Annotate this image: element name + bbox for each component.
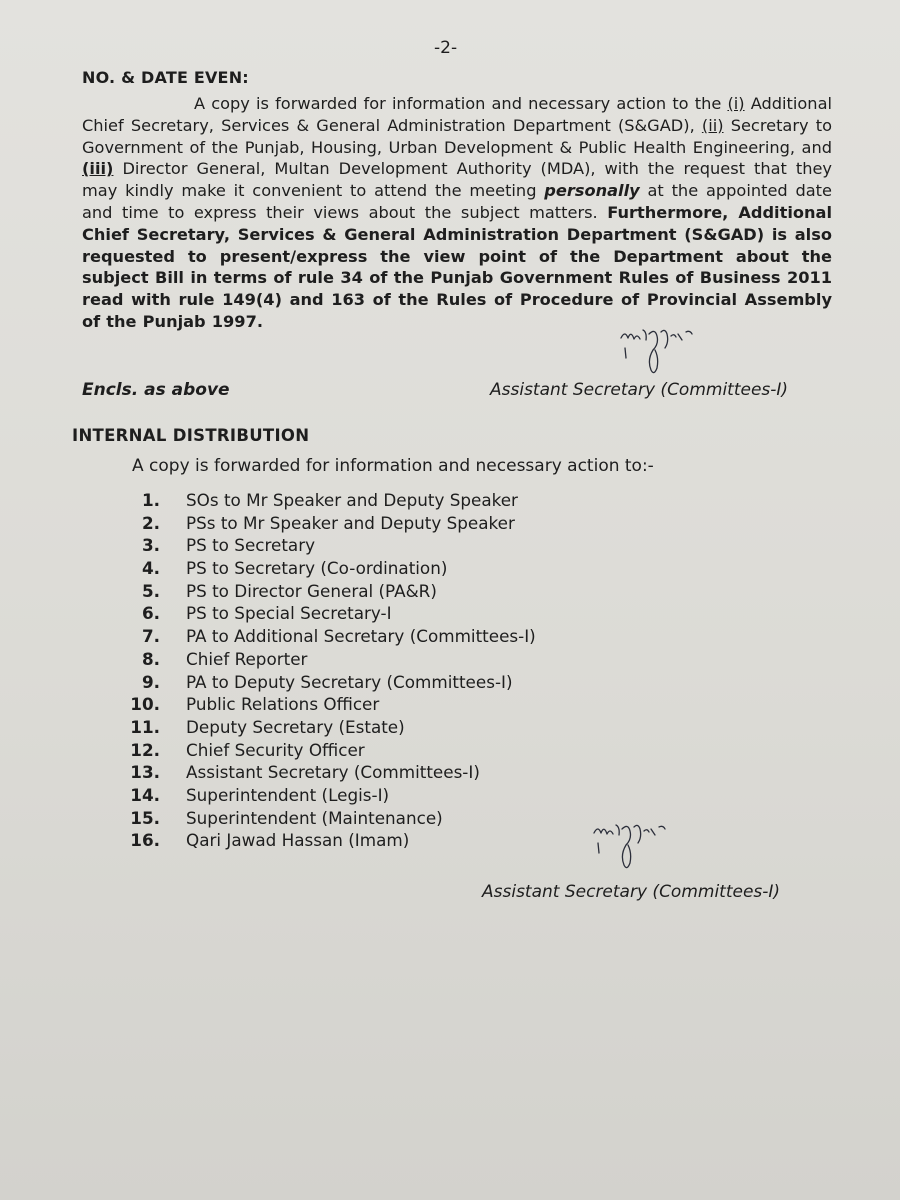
page-number: -2- xyxy=(434,38,458,58)
list-item xyxy=(120,785,536,808)
list-item-number: 13. xyxy=(130,762,160,783)
list-item-label: PSs to Mr Speaker and Deputy Speaker xyxy=(186,512,515,533)
list-item-label: Assistant Secretary (Committees-I) xyxy=(186,762,480,783)
list-item-label: Deputy Secretary (Estate) xyxy=(186,716,405,737)
list-item-number: 12. xyxy=(130,739,160,760)
signature-2 xyxy=(588,815,678,875)
list-item-number: 16. xyxy=(130,830,160,851)
forwarding-paragraph xyxy=(82,93,832,333)
list-item xyxy=(120,513,536,536)
list-item-label: SOs to Mr Speaker and Deputy Speaker xyxy=(186,490,518,510)
reference-heading: NO. & DATE EVEN: xyxy=(82,68,249,87)
list-item-label: PA to Deputy Secretary (Committees-I) xyxy=(186,671,513,692)
list-item-label: PS to Special Secretary-I xyxy=(186,603,392,624)
list-item xyxy=(120,717,536,740)
list-item xyxy=(120,535,536,558)
list-item-number: 6. xyxy=(141,603,160,624)
list-item-label: Chief Reporter xyxy=(186,648,308,669)
list-item xyxy=(120,603,536,626)
list-item-label: PS to Director General (PA&R) xyxy=(186,580,437,601)
distribution-intro: A copy is forwarded for information and necessary action to:- xyxy=(132,456,654,476)
signature-1 xyxy=(615,322,705,382)
recipient-marker-2: (ii) xyxy=(701,115,724,135)
list-item-label: Superintendent (Maintenance) xyxy=(186,807,443,828)
list-item-number: 14. xyxy=(130,784,160,805)
list-item-label: PS to Secretary (Co-ordination) xyxy=(186,558,448,579)
list-item-number: 7. xyxy=(141,626,160,647)
recipient-marker-3: (iii) xyxy=(82,159,114,179)
list-item-number: 3. xyxy=(141,535,160,556)
list-item xyxy=(120,649,536,672)
paragraph-text: at the appointed date and time to express their views about the subject matters. xyxy=(82,181,832,222)
list-item-number: 8. xyxy=(141,648,160,669)
list-item xyxy=(120,558,536,581)
enclosures-note: Encls. as above xyxy=(82,380,230,400)
list-item xyxy=(120,626,536,649)
signatory-title-2: Assistant Secretary (Committees-I) xyxy=(482,882,781,902)
list-item xyxy=(120,694,536,717)
distribution-list xyxy=(120,490,536,853)
recipient-marker-1: (i) xyxy=(727,94,745,113)
list-item xyxy=(120,830,536,853)
list-item-label: Chief Security Officer xyxy=(186,739,365,760)
paragraph-text: Director General, Multan Development Authority (MDA), with the request that they may kindly make it convenient to attend the meeting xyxy=(82,159,832,201)
list-item-number: 2. xyxy=(141,512,160,533)
paragraph-text: Secretary to Government of the Punjab, Housing, Urban Development & Public Health Engineering, and xyxy=(82,115,832,157)
list-item-label: Public Relations Officer xyxy=(186,694,380,715)
list-item-label: Qari Jawad Hassan (Imam) xyxy=(186,830,410,851)
list-item-label: PS to Secretary xyxy=(186,535,316,556)
list-item-number: 1. xyxy=(141,490,160,510)
list-item xyxy=(120,762,536,785)
list-item xyxy=(120,808,536,831)
list-item-number: 10. xyxy=(130,694,160,715)
list-item-label: PA to Additional Secretary (Committees-I) xyxy=(186,626,536,647)
list-item xyxy=(120,740,536,763)
list-item-number: 4. xyxy=(141,558,160,579)
list-item xyxy=(120,490,536,513)
list-item-label: Superintendent (Legis-I) xyxy=(186,784,390,805)
internal-distribution-heading: INTERNAL DISTRIBUTION xyxy=(72,426,310,445)
emphasis-personally: personally xyxy=(544,181,640,201)
list-item-number: 9. xyxy=(141,671,160,692)
signatory-title-1: Assistant Secretary (Committees-I) xyxy=(490,380,789,400)
bold-request-text: Furthermore, Additional Chief Secretary, Services & General Administration Department (S&GAD) is also requested to present/express the view point of the Department about the subject Bill in terms of rule 34 of the Punjab Government Rules of Business 2011 read with rule 149(4) and 163 of the Rules of Procedure of Provincial Assembly of the Punjab 1997. xyxy=(82,202,832,331)
list-item-number: 11. xyxy=(130,716,160,737)
list-item-number: 5. xyxy=(141,580,160,601)
paragraph-text: A copy is forwarded for information and necessary action to the xyxy=(194,94,728,113)
paragraph-text: Additional Chief Secretary, Services & General Administration Department (S&GAD), xyxy=(82,94,832,135)
list-item xyxy=(120,581,536,604)
list-item-number: 15. xyxy=(130,807,160,828)
list-item xyxy=(120,672,536,695)
